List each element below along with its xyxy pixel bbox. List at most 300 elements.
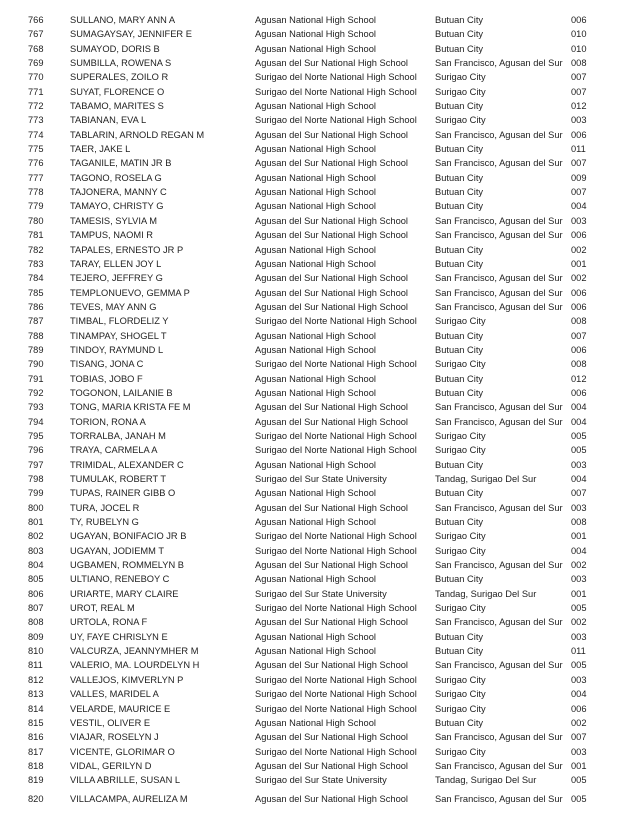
school-name: Agusan National High School (255, 101, 376, 112)
school-name: Agusan del Sur National High School (255, 793, 408, 804)
room-number: 007 (571, 72, 587, 83)
school-name: Agusan del Sur National High School (255, 660, 408, 671)
examinee-name: TEVES, MAY ANN G (70, 301, 157, 312)
row-number: 800 (28, 502, 44, 513)
row-number: 813 (28, 689, 44, 700)
list-row (0, 329, 638, 343)
row-number: 773 (28, 115, 44, 126)
school-name: Surigao del Norte National High School (255, 115, 417, 126)
row-number: 786 (28, 301, 44, 312)
room-number: 005 (571, 445, 587, 456)
room-number: 010 (571, 29, 587, 40)
list-row (0, 558, 638, 572)
school-name: Surigao del Norte National High School (255, 531, 417, 542)
examinee-name: VICENTE, GLORIMAR O (70, 746, 175, 757)
city: Butuan City (435, 43, 484, 54)
room-number: 012 (571, 373, 587, 384)
examinee-name: TABAMO, MARITES S (70, 101, 164, 112)
room-number: 007 (571, 187, 587, 198)
examinee-name: VILLA ABRILLE, SUSAN L (70, 775, 181, 786)
list-row (0, 243, 638, 257)
list-row (0, 85, 638, 99)
examinee-name: SUPERALES, ZOILO R (70, 72, 169, 83)
school-name: Agusan National High School (255, 387, 376, 398)
list-row (0, 673, 638, 687)
room-number: 011 (571, 646, 586, 657)
school-name: Agusan National High School (255, 330, 376, 341)
room-number: 008 (571, 359, 587, 370)
city: Butuan City (435, 387, 484, 398)
room-number: 006 (571, 387, 587, 398)
city: Butuan City (435, 187, 484, 198)
city: Butuan City (435, 373, 484, 384)
city: Butuan City (435, 646, 484, 657)
school-name: Agusan del Sur National High School (255, 560, 408, 571)
examinee-name: TEJERO, JEFFREY G (70, 273, 163, 284)
school-name: Agusan del Sur National High School (255, 158, 408, 169)
list-row (0, 13, 638, 27)
school-name: Agusan del Sur National High School (255, 230, 408, 241)
room-number: 011 (571, 144, 586, 155)
examinee-name: TIMBAL, FLORDELIZ Y (70, 316, 169, 327)
school-name: Agusan del Sur National High School (255, 273, 408, 284)
list-row (0, 400, 638, 414)
list-row (0, 286, 638, 300)
examinee-name: TORRALBA, JANAH M (70, 430, 166, 441)
row-number: 769 (28, 58, 44, 69)
school-name: Surigao del Norte National High School (255, 674, 417, 685)
row-number: 787 (28, 316, 44, 327)
room-number: 008 (571, 58, 587, 69)
row-number: 817 (28, 746, 44, 757)
list-row (0, 759, 638, 773)
school-name: Surigao del Sur State University (255, 588, 387, 599)
examinee-name: UY, FAYE CHRISLYN E (70, 631, 168, 642)
examinee-name: TONG, MARIA KRISTA FE M (70, 402, 191, 413)
examinee-name: TAGONO, ROSELA G (70, 172, 162, 183)
row-number: 780 (28, 215, 44, 226)
examinee-name: VELARDE, MAURICE E (70, 703, 171, 714)
row-number: 801 (28, 517, 44, 528)
row-number: 815 (28, 717, 44, 728)
row-number: 775 (28, 144, 44, 155)
row-number: 804 (28, 560, 44, 571)
city: San Francisco, Agusan del Sur (435, 416, 563, 427)
row-number: 809 (28, 631, 44, 642)
school-name: Agusan National High School (255, 488, 376, 499)
school-name: Agusan National High School (255, 646, 376, 657)
list-row (0, 773, 638, 787)
room-number: 001 (571, 760, 587, 771)
list-row (0, 472, 638, 486)
row-number: 810 (28, 646, 44, 657)
list-row (0, 314, 638, 328)
school-name: Agusan National High School (255, 15, 376, 25)
city: San Francisco, Agusan del Sur (435, 158, 563, 169)
examinee-name: UGAYAN, BONIFACIO JR B (70, 531, 187, 542)
row-number: 777 (28, 172, 44, 183)
list-row (0, 300, 638, 314)
room-number: 002 (571, 273, 587, 284)
list-row (0, 99, 638, 113)
room-number: 007 (571, 330, 587, 341)
row-number: 791 (28, 373, 44, 384)
list-row (0, 443, 638, 457)
list-row (0, 199, 638, 213)
city: Tandag, Surigao Del Sur (435, 474, 537, 484)
examinee-name: VALLEJOS, KIMVERLYN P (70, 674, 184, 685)
city: San Francisco, Agusan del Sur (435, 230, 563, 241)
list-row (0, 70, 638, 84)
list-row (0, 171, 638, 185)
list-row (0, 615, 638, 629)
examinee-name: VIDAL, GERILYN D (70, 760, 152, 771)
list-row (0, 56, 638, 70)
city: Butuan City (435, 717, 484, 728)
room-number: 001 (571, 531, 587, 542)
school-name: Agusan del Sur National High School (255, 287, 408, 298)
list-row (0, 257, 638, 271)
list-row (0, 687, 638, 701)
school-name: Surigao del Norte National High School (255, 545, 417, 556)
city: Butuan City (435, 29, 484, 40)
city: Surigao City (435, 531, 486, 542)
room-number: 004 (571, 201, 587, 212)
examinee-name: VALERIO, MA. LOURDELYN H (70, 660, 200, 671)
room-number: 001 (571, 588, 587, 599)
room-number: 012 (571, 101, 587, 112)
room-number: 008 (571, 316, 587, 327)
city: Tandag, Surigao Del Sur (435, 588, 537, 599)
row-number: 818 (28, 760, 44, 771)
row-number: 789 (28, 344, 44, 355)
row-number: 820 (28, 793, 44, 804)
room-number: 009 (571, 172, 587, 183)
row-number: 788 (28, 330, 44, 341)
school-name: Surigao del Norte National High School (255, 430, 417, 441)
school-name: Surigao del Norte National High School (255, 316, 417, 327)
examinee-name: SUMAYOD, DORIS B (70, 43, 160, 54)
room-number: 002 (571, 560, 587, 571)
examinee-list (0, 13, 638, 806)
school-name: Agusan del Sur National High School (255, 760, 408, 771)
examinee-name: TOBIAS, JOBO F (70, 373, 143, 384)
examinee-name: TAMPUS, NAOMI R (70, 230, 153, 241)
examinee-name: UROT, REAL M (70, 603, 135, 614)
row-number: 806 (28, 588, 44, 599)
row-number: 803 (28, 545, 44, 556)
city: San Francisco, Agusan del Sur (435, 402, 563, 413)
city: Butuan City (435, 101, 484, 112)
city: San Francisco, Agusan del Sur (435, 58, 563, 69)
school-name: Agusan National High School (255, 517, 376, 528)
room-number: 005 (571, 430, 587, 441)
row-number: 805 (28, 574, 44, 585)
row-number: 819 (28, 775, 44, 786)
examinee-name: TAGANILE, MATIN JR B (70, 158, 172, 169)
school-name: Agusan del Sur National High School (255, 58, 408, 69)
city: Butuan City (435, 488, 484, 499)
list-row (0, 142, 638, 156)
city: San Francisco, Agusan del Sur (435, 660, 563, 671)
list-row (0, 458, 638, 472)
city: San Francisco, Agusan del Sur (435, 301, 563, 312)
room-number: 006 (571, 287, 587, 298)
examinee-name: TURA, JOCEL R (70, 502, 140, 513)
row-number: 808 (28, 617, 44, 628)
examinee-name: TAMAYO, CHRISTY G (70, 201, 164, 212)
school-name: Surigao del Norte National High School (255, 746, 417, 757)
school-name: Agusan del Sur National High School (255, 416, 408, 427)
examinee-name: VILLACAMPA, AURELIZA M (70, 793, 188, 804)
room-number: 006 (571, 344, 587, 355)
school-name: Agusan del Sur National High School (255, 215, 408, 226)
city: Butuan City (435, 344, 484, 355)
examinee-name: VALLES, MARIDEL A (70, 689, 159, 700)
row-number: 778 (28, 187, 44, 198)
room-number: 004 (571, 416, 587, 427)
row-number: 802 (28, 531, 44, 542)
school-name: Agusan del Sur National High School (255, 732, 408, 743)
school-name: Agusan National High School (255, 717, 376, 728)
list-row (0, 156, 638, 170)
room-number: 002 (571, 717, 587, 728)
school-name: Surigao del Norte National High School (255, 689, 417, 700)
school-name: Surigao del Norte National High School (255, 359, 417, 370)
school-name: Agusan National High School (255, 144, 376, 155)
examinee-name: TUMULAK, ROBERT T (70, 474, 167, 484)
row-number: 796 (28, 445, 44, 456)
examinee-name: TRIMIDAL, ALEXANDER C (70, 459, 184, 470)
row-number: 793 (28, 402, 44, 413)
row-number: 768 (28, 43, 44, 54)
row-number: 795 (28, 430, 44, 441)
city: San Francisco, Agusan del Sur (435, 793, 563, 804)
list-row (0, 415, 638, 429)
city: San Francisco, Agusan del Sur (435, 129, 563, 140)
row-number: 790 (28, 359, 44, 370)
city: Surigao City (435, 603, 486, 614)
examinee-name: TABIANAN, EVA L (70, 115, 147, 126)
city: Surigao City (435, 115, 486, 126)
room-number: 003 (571, 215, 587, 226)
room-number: 005 (571, 775, 587, 786)
city: Surigao City (435, 316, 486, 327)
room-number: 003 (571, 459, 587, 470)
list-row (0, 214, 638, 228)
examinee-name: VESTIL, OLIVER E (70, 717, 151, 728)
examinee-name: TINDOY, RAYMUND L (70, 344, 164, 355)
list-row (0, 630, 638, 644)
school-name: Surigao del Norte National High School (255, 445, 417, 456)
list-row (0, 792, 638, 806)
row-number: 798 (28, 474, 44, 484)
room-number: 004 (571, 689, 587, 700)
list-row (0, 42, 638, 56)
examinee-name: TY, RUBELYN G (70, 517, 139, 528)
city: Surigao City (435, 674, 486, 685)
school-name: Agusan National High School (255, 172, 376, 183)
row-number: 783 (28, 258, 44, 269)
examinee-name: SUYAT, FLORENCE O (70, 86, 165, 97)
examinee-name: UGBAMEN, ROMMELYN B (70, 560, 184, 571)
row-number: 799 (28, 488, 44, 499)
row-number: 774 (28, 129, 44, 140)
row-number: 772 (28, 101, 44, 112)
room-number: 006 (571, 301, 587, 312)
row-number: 770 (28, 72, 44, 83)
city: Butuan City (435, 517, 484, 528)
school-name: Surigao del Sur State University (255, 775, 387, 786)
examinee-name: TISANG, JONA C (70, 359, 144, 370)
examinee-name: TRAYA, CARMELA A (70, 445, 158, 456)
examinee-name: SUMAGAYSAY, JENNIFER E (70, 29, 192, 40)
school-name: Agusan National High School (255, 258, 376, 269)
room-number: 003 (571, 115, 587, 126)
list-row (0, 745, 638, 759)
room-number: 010 (571, 43, 587, 54)
row-number: 811 (28, 660, 43, 671)
room-number: 003 (571, 574, 587, 585)
school-name: Agusan National High School (255, 244, 376, 255)
city: San Francisco, Agusan del Sur (435, 502, 563, 513)
city: Butuan City (435, 244, 484, 255)
school-name: Agusan National High School (255, 459, 376, 470)
row-number: 766 (28, 15, 44, 25)
room-number: 003 (571, 674, 587, 685)
room-number: 006 (571, 129, 587, 140)
list-row (0, 386, 638, 400)
city: Surigao City (435, 746, 486, 757)
row-number: 779 (28, 201, 44, 212)
city: San Francisco, Agusan del Sur (435, 732, 563, 743)
list-row (0, 544, 638, 558)
room-number: 003 (571, 746, 587, 757)
list-row (0, 113, 638, 127)
city: Butuan City (435, 330, 484, 341)
school-name: Agusan National High School (255, 574, 376, 585)
list-row (0, 185, 638, 199)
school-name: Agusan National High School (255, 201, 376, 212)
city: Surigao City (435, 545, 486, 556)
room-number: 006 (571, 15, 587, 25)
examinee-name: VALCURZA, JEANNYMHER M (70, 646, 199, 657)
examinee-name: TAMESIS, SYLVIA M (70, 215, 157, 226)
school-name: Agusan National High School (255, 187, 376, 198)
examinee-name: TORION, RONA A (70, 416, 146, 427)
city: Butuan City (435, 574, 484, 585)
examinee-name: TAER, JAKE L (70, 144, 131, 155)
list-row (0, 716, 638, 730)
list-row (0, 644, 638, 658)
row-number: 784 (28, 273, 44, 284)
examinee-name: UGAYAN, JODIEMM T (70, 545, 165, 556)
city: Surigao City (435, 430, 486, 441)
school-name: Agusan National High School (255, 29, 376, 40)
city: Butuan City (435, 631, 484, 642)
list-row (0, 702, 638, 716)
row-number: 812 (28, 674, 44, 685)
examinee-name: TABLARIN, ARNOLD REGAN M (70, 129, 205, 140)
examinee-name: SULLANO, MARY ANN A (70, 15, 176, 25)
list-row (0, 515, 638, 529)
room-number: 007 (571, 488, 587, 499)
room-number: 006 (571, 230, 587, 241)
list-row (0, 357, 638, 371)
city: Surigao City (435, 359, 486, 370)
examinee-name: VIAJAR, ROSELYN J (70, 732, 159, 743)
list-row (0, 529, 638, 543)
room-number: 005 (571, 660, 587, 671)
examinee-name: TUPAS, RAINER GIBB O (70, 488, 176, 499)
list-row (0, 501, 638, 515)
row-number: 771 (28, 86, 44, 97)
school-name: Agusan del Sur National High School (255, 301, 408, 312)
city: Surigao City (435, 72, 486, 83)
city: Butuan City (435, 258, 484, 269)
city: Surigao City (435, 689, 486, 700)
city: Butuan City (435, 15, 484, 25)
school-name: Surigao del Norte National High School (255, 86, 417, 97)
list-row (0, 486, 638, 500)
school-name: Agusan del Sur National High School (255, 617, 408, 628)
row-number: 782 (28, 244, 44, 255)
city: Tandag, Surigao Del Sur (435, 775, 537, 786)
room-number: 007 (571, 732, 587, 743)
examinee-name: TOGONON, LAILANIE B (70, 387, 173, 398)
school-name: Agusan National High School (255, 373, 376, 384)
school-name: Agusan National High School (255, 344, 376, 355)
school-name: Surigao del Norte National High School (255, 72, 417, 83)
city: Butuan City (435, 459, 484, 470)
examinee-name: TAJONERA, MANNY C (70, 187, 167, 198)
room-number: 003 (571, 502, 587, 513)
room-number: 005 (571, 603, 587, 614)
list-row (0, 601, 638, 615)
row-number: 776 (28, 158, 44, 169)
list-row (0, 429, 638, 443)
school-name: Surigao del Norte National High School (255, 703, 417, 714)
room-number: 004 (571, 474, 587, 484)
school-name: Agusan National High School (255, 43, 376, 54)
room-number: 002 (571, 244, 587, 255)
list-row (0, 587, 638, 601)
school-name: Agusan National High School (255, 631, 376, 642)
row-number: 797 (28, 459, 44, 470)
city: Butuan City (435, 172, 484, 183)
room-number: 004 (571, 402, 587, 413)
list-row (0, 658, 638, 672)
city: San Francisco, Agusan del Sur (435, 287, 563, 298)
examinee-name: TAPALES, ERNESTO JR P (70, 244, 184, 255)
room-number: 006 (571, 703, 587, 714)
row-number: 814 (28, 703, 44, 714)
city: San Francisco, Agusan del Sur (435, 617, 563, 628)
city: Surigao City (435, 86, 486, 97)
school-name: Surigao del Norte National High School (255, 603, 417, 614)
city: San Francisco, Agusan del Sur (435, 760, 563, 771)
school-name: Agusan del Sur National High School (255, 502, 408, 513)
row-number: 781 (28, 230, 44, 241)
examinee-name: TARAY, ELLEN JOY L (70, 258, 162, 269)
room-number: 008 (571, 517, 587, 528)
city: San Francisco, Agusan del Sur (435, 560, 563, 571)
row-number: 794 (28, 416, 44, 427)
examinee-name: URTOLA, RONA F (70, 617, 148, 628)
list-row (0, 128, 638, 142)
city: Butuan City (435, 144, 484, 155)
examinee-name: URIARTE, MARY CLAIRE (70, 588, 179, 599)
